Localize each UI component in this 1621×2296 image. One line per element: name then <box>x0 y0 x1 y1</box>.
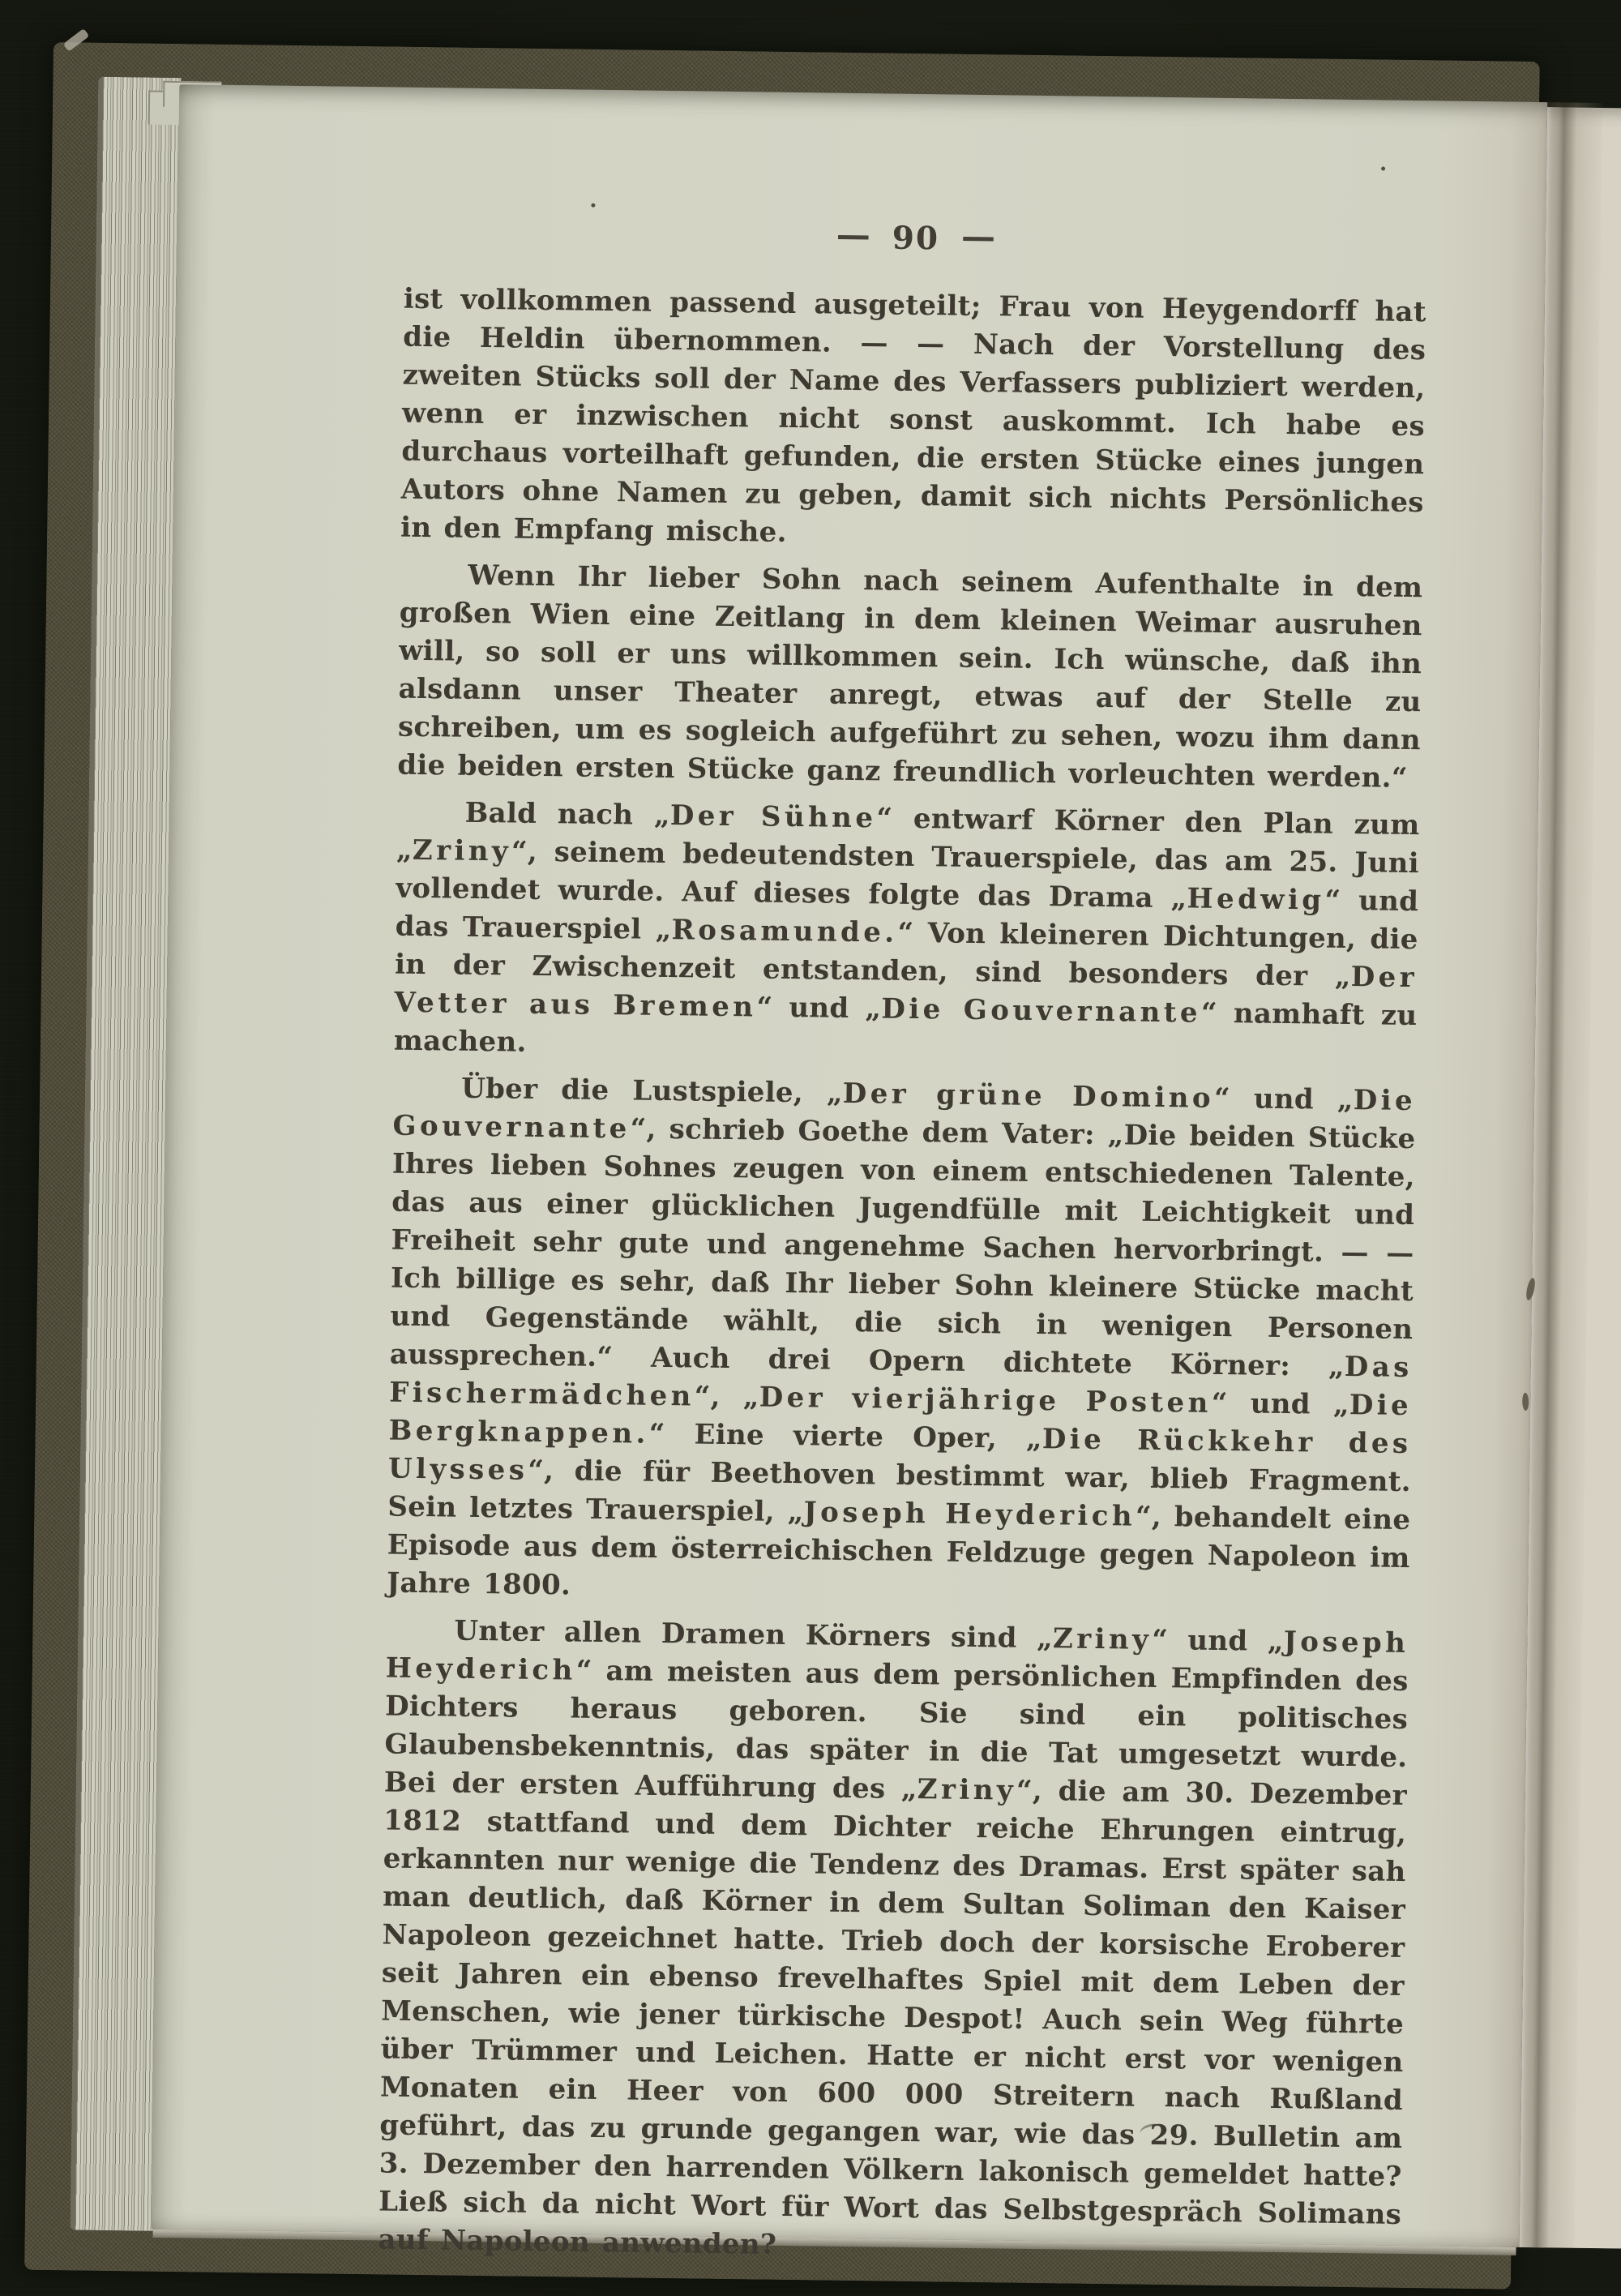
scan-speck <box>1381 166 1385 170</box>
header-rule-right: — <box>960 216 996 257</box>
paragraph: Wenn Ihr lieber Sohn nach seinem Aufenthalte in dem großen Wien eine Zeitlang in dem kleinen Weimar ausruhen will, so soll er uns willkommen sein. Ich wünsche, daß ihn alsdann unser Theater anregt, etwas auf der Stelle zu schreiben, um es sogleich aufgeführt zu sehen, wozu ihm dann die beiden ersten Stücke ganz freundlich vorleuchten werden.“ <box>397 559 1423 795</box>
paragraph: Über die Lustspiele, „Der grüne Domino“ und „Die Gouvernante“, schrieb Goethe dem Vater: „Die beiden Stücke Ihres lieben Sohnes zeugen von einem entschiedenen Talente, das aus einer glücklichen Jugendfülle mit Leichtigkeit und Freiheit sehr gute und angenehme Sachen hervorbringt. — — Ich billige es sehr, daß Ihr lieber Sohn kleinere Stücke macht und Gegenstände wählt, die sich in wenigen Personen aussprechen.“ Auch drei Opern dichtete Körner: „Das Fischermädchen“, „Der vierjährige Posten“ und „Die Bergknappen.“ Eine vierte Oper, „Die Rückkehr des Ulysses“, die für Beethoven bestimmt war, blieb Fragment. Sein letztes Trauerspiel, „Joseph Heyderich“, behandelt eine Episode aus dem österreichischen Feldzuge gegen Napoleon im Jahre 1800. <box>386 1072 1417 1602</box>
cover-corner-fray <box>63 28 90 52</box>
paragraph: Unter allen Dramen Körners sind „Zriny“ und „Joseph Heyderich“ am meisten aus dem persönlichen Empfinden des Dichters heraus geboren. Sie sind ein politisches Glaubensbekenntnis, das später in die Tat umgesetzt wurde. Bei der ersten Aufführung des „Zriny“, die am 30. Dezember 1812 stattfand und dem Dichter reiche Ehrungen eintrug, erkannten nur wenige die Tendenz des Dramas. Erst später sah man deutlich, daß Körner in dem Sultan Soliman den Kaiser Napoleon gezeichnet hatte. Trieb doch der korsische Eroberer seit Jahren ein ebenso frevelhaftes Spiel mit dem Leben der Menschen, wie jener türkische Despot! Auch sein Weg führte über Trümmer und Leichen. Hatte er nicht erst vor wenigen Monaten ein Heer von 600 000 Streitern nach Rußland geführt, das zu grunde gegangen war, wie das 29. Bulletin am 3. Dezember den harrenden Völkern lakonisch gemeldet hatte? Ließ sich da nicht Wort für Wort das Selbstgespräch Solimans auf Napoleon anwenden? <box>378 1614 1409 2261</box>
paragraph: ist vollkommen passend ausgeteilt; Frau von Heygendorff hat die Heldin übernommen. — — Nach der Vorstellung des zweiten Stücks soll der Name des Verfassers publiziert werden, wenn er inzwischen nicht sonst auskommt. Ich habe es durchaus vorteilhaft gefunden, die ersten Stücke eines jungen Autors ohne Namen zu geben, damit sich nichts Persönliches in den Empfang mische. <box>400 282 1427 549</box>
page-body <box>378 281 1426 2281</box>
paragraph: Bald nach „Der Sühne“ entwarf Körner den Plan zum „Zriny“, seinem bedeutendsten Trauerspiele, das am 25. Juni vollendet wurde. Auf dieses folgte das Drama „Hedwig“ und das Trauerspiel „Rosamunde.“ Von kleineren Dichtungen, die in der Zwischenzeit entstanden, sind besonders der „Der Vetter aus Bremen“ und „Die Gouvernante“ namhaft zu machen. <box>393 796 1420 1059</box>
page-number: 90 <box>892 219 940 258</box>
scan-speck <box>591 203 595 208</box>
book-cover <box>24 42 1540 2290</box>
page-header <box>404 209 1428 264</box>
header-rule-left: — <box>836 214 871 255</box>
book-page <box>152 84 1547 2261</box>
